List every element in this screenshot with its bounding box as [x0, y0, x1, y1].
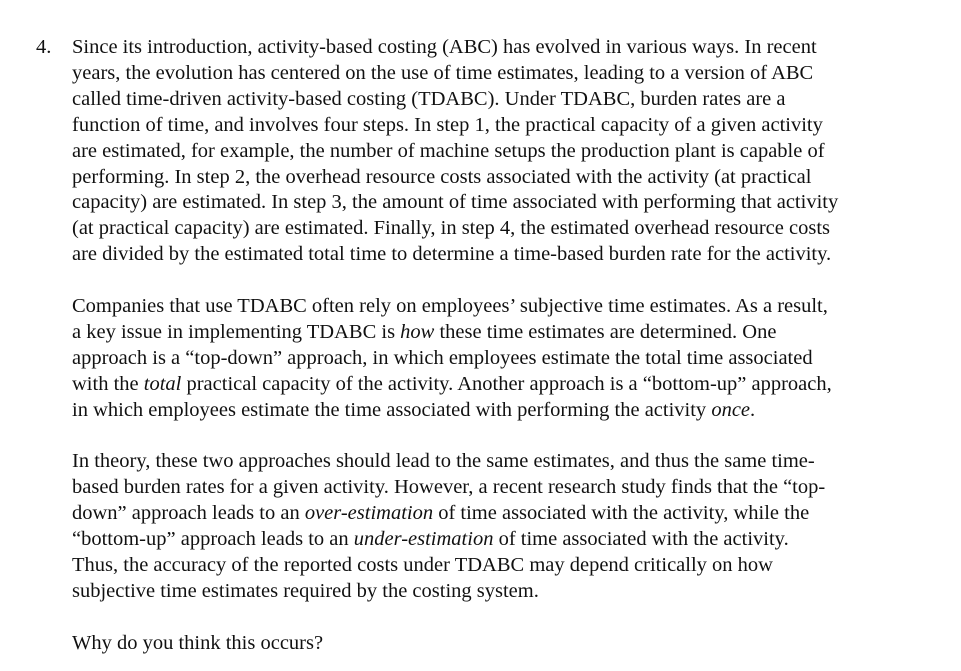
text-fragment: with the [72, 372, 144, 395]
question-prompt [72, 631, 926, 657]
text-fragment: “bottom-up” approach leads to an [72, 528, 354, 551]
text-fragment: . [750, 398, 756, 421]
text-line: capacity) are estimated. In step 3, the amount of time associated with performing that activity [72, 191, 839, 214]
paragraph-gap [36, 605, 926, 631]
emphasis-how: how [400, 320, 435, 343]
text-line: approach is a “top-down” approach, in which employees estimate the total time associated [72, 346, 813, 369]
text-fragment: in which employees estimate the time associated with performing the activity [72, 398, 712, 421]
text-fragment: of time associated with the activity, while the [433, 502, 810, 525]
text-fragment: practical capacity of the activity. Another approach is a “bottom-up” approach, [181, 372, 832, 395]
paragraph-research-findings [72, 449, 926, 604]
text-line: Companies that use TDABC often rely on employees’ subjective time estimates. As a result, [72, 295, 828, 318]
text-line: In theory, these two approaches should lead to the same estimates, and thus the same time- [72, 450, 815, 473]
emphasis-under-estimation: under-estimation [353, 528, 494, 551]
text-line: based burden rates for a given activity. However, a recent research study finds that the “top- [72, 476, 826, 499]
paragraph-intro-tdabc [72, 35, 926, 268]
text-fragment: these time estimates are determined. One [434, 320, 777, 343]
question-number: 4. [36, 36, 52, 58]
text-line [72, 501, 926, 527]
emphasis-total: total [143, 372, 182, 395]
paragraph-estimation-approaches [72, 294, 926, 424]
text-line: are estimated, for example, the number of machine setups the production plant is capable of [72, 139, 825, 162]
text-fragment: a key issue in implementing TDABC is [72, 320, 401, 343]
text-line: Since its introduction, activity-based costing (ABC) has evolved in various ways. In recent [72, 36, 817, 58]
text-line: are divided by the estimated total time to determine a time-based burden rate for the activity. [72, 243, 832, 266]
paragraph-gap [36, 424, 926, 450]
emphasis-over-estimation: over-estimation [304, 502, 434, 525]
text-line [72, 398, 926, 424]
text-line: called time-driven activity-based costing (TDABC). Under TDABC, burden rates are a [72, 87, 786, 110]
text-line: Why do you think this occurs? [72, 631, 324, 654]
text-line: function of time, and involves four steps. In step 1, the practical capacity of a given activity [72, 113, 823, 136]
text-line [72, 320, 926, 346]
emphasis-once: once [711, 398, 751, 421]
text-line: subjective time estimates required by the costing system. [72, 580, 539, 602]
text-line: Thus, the accuracy of the reported costs under TDABC may depend critically on how [72, 554, 773, 577]
text-line: (at practical capacity) are estimated. Finally, in step 4, the estimated overhead resource costs [72, 217, 830, 240]
text-fragment: down” approach leads to an [72, 502, 305, 525]
paragraph-gap [36, 268, 926, 294]
text-line [72, 527, 926, 553]
text-fragment: of time associated with the activity. [493, 528, 789, 551]
question-item-4 [36, 35, 926, 657]
text-line: years, the evolution has centered on the use of time estimates, leading to a version of ABC [72, 61, 814, 84]
text-line: performing. In step 2, the overhead resource costs associated with the activity (at practical [72, 165, 812, 188]
text-line [72, 372, 926, 398]
